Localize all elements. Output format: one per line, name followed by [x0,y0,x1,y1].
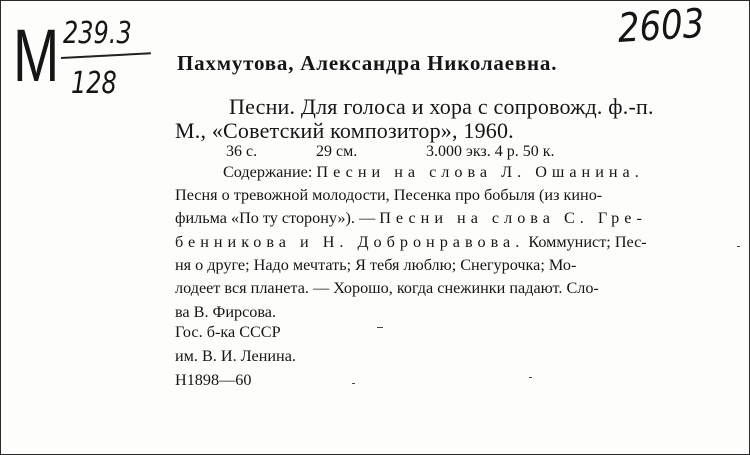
contents-line [175,233,647,252]
contents-section-heading: Песни на слова С. Гре- [379,209,647,227]
scan-speck [737,246,740,247]
contents-line: лодеет вся планета. — Хорошо, когда снежинки падают. Сло- [175,279,599,297]
card-size: 29 см. [316,143,358,160]
library-dedication: им. В. И. Ленина. [175,347,296,365]
shelf-mark-numerator: 239.3 [63,16,132,51]
scan-speck [352,383,355,384]
library-name: Гос. б-ка СССР [175,323,281,341]
inventory-number: 2603 [616,0,706,52]
scan-speck [377,327,383,328]
contents-line: ва В. Фирсова. [175,303,277,321]
scan-speck [529,377,532,378]
pages-count: 36 с. [226,143,258,160]
title-line: Песни. Для голоса и хора с сопровожд. ф.-п. [229,94,654,119]
shelf-mark-denominator: 128 [71,66,117,101]
contents-text: фильма «По ту сторону»). — [175,209,376,227]
shelf-mark-fraction-line [61,52,151,59]
copies-and-price: 3.000 экз. 4 р. 50 к. [426,143,555,160]
contents-line [175,209,647,228]
contents-text: Коммунист; Пес- [528,233,647,251]
contents-label: Содержание: [223,163,313,181]
card-number: Н1898—60 [175,371,252,389]
author-heading: Пахмутова, Александра Николаевна. [177,51,558,75]
contents-line [223,163,644,182]
shelf-mark-letter: М [13,14,58,97]
contents-section-heading: Песни на слова Л. Ошанина. [316,163,644,181]
publication-line: М., «Советский композитор», 1960. [175,118,514,143]
contents-line: ня о друге; Надо мечтать; Я тебя люблю; Снегурочка; Мо- [175,256,577,274]
contents-section-heading: бенникова и Н. Добронравова. [175,233,525,251]
contents-line: Песня о тревожной молодости, Песенка про бобыля (из кино- [175,186,603,204]
